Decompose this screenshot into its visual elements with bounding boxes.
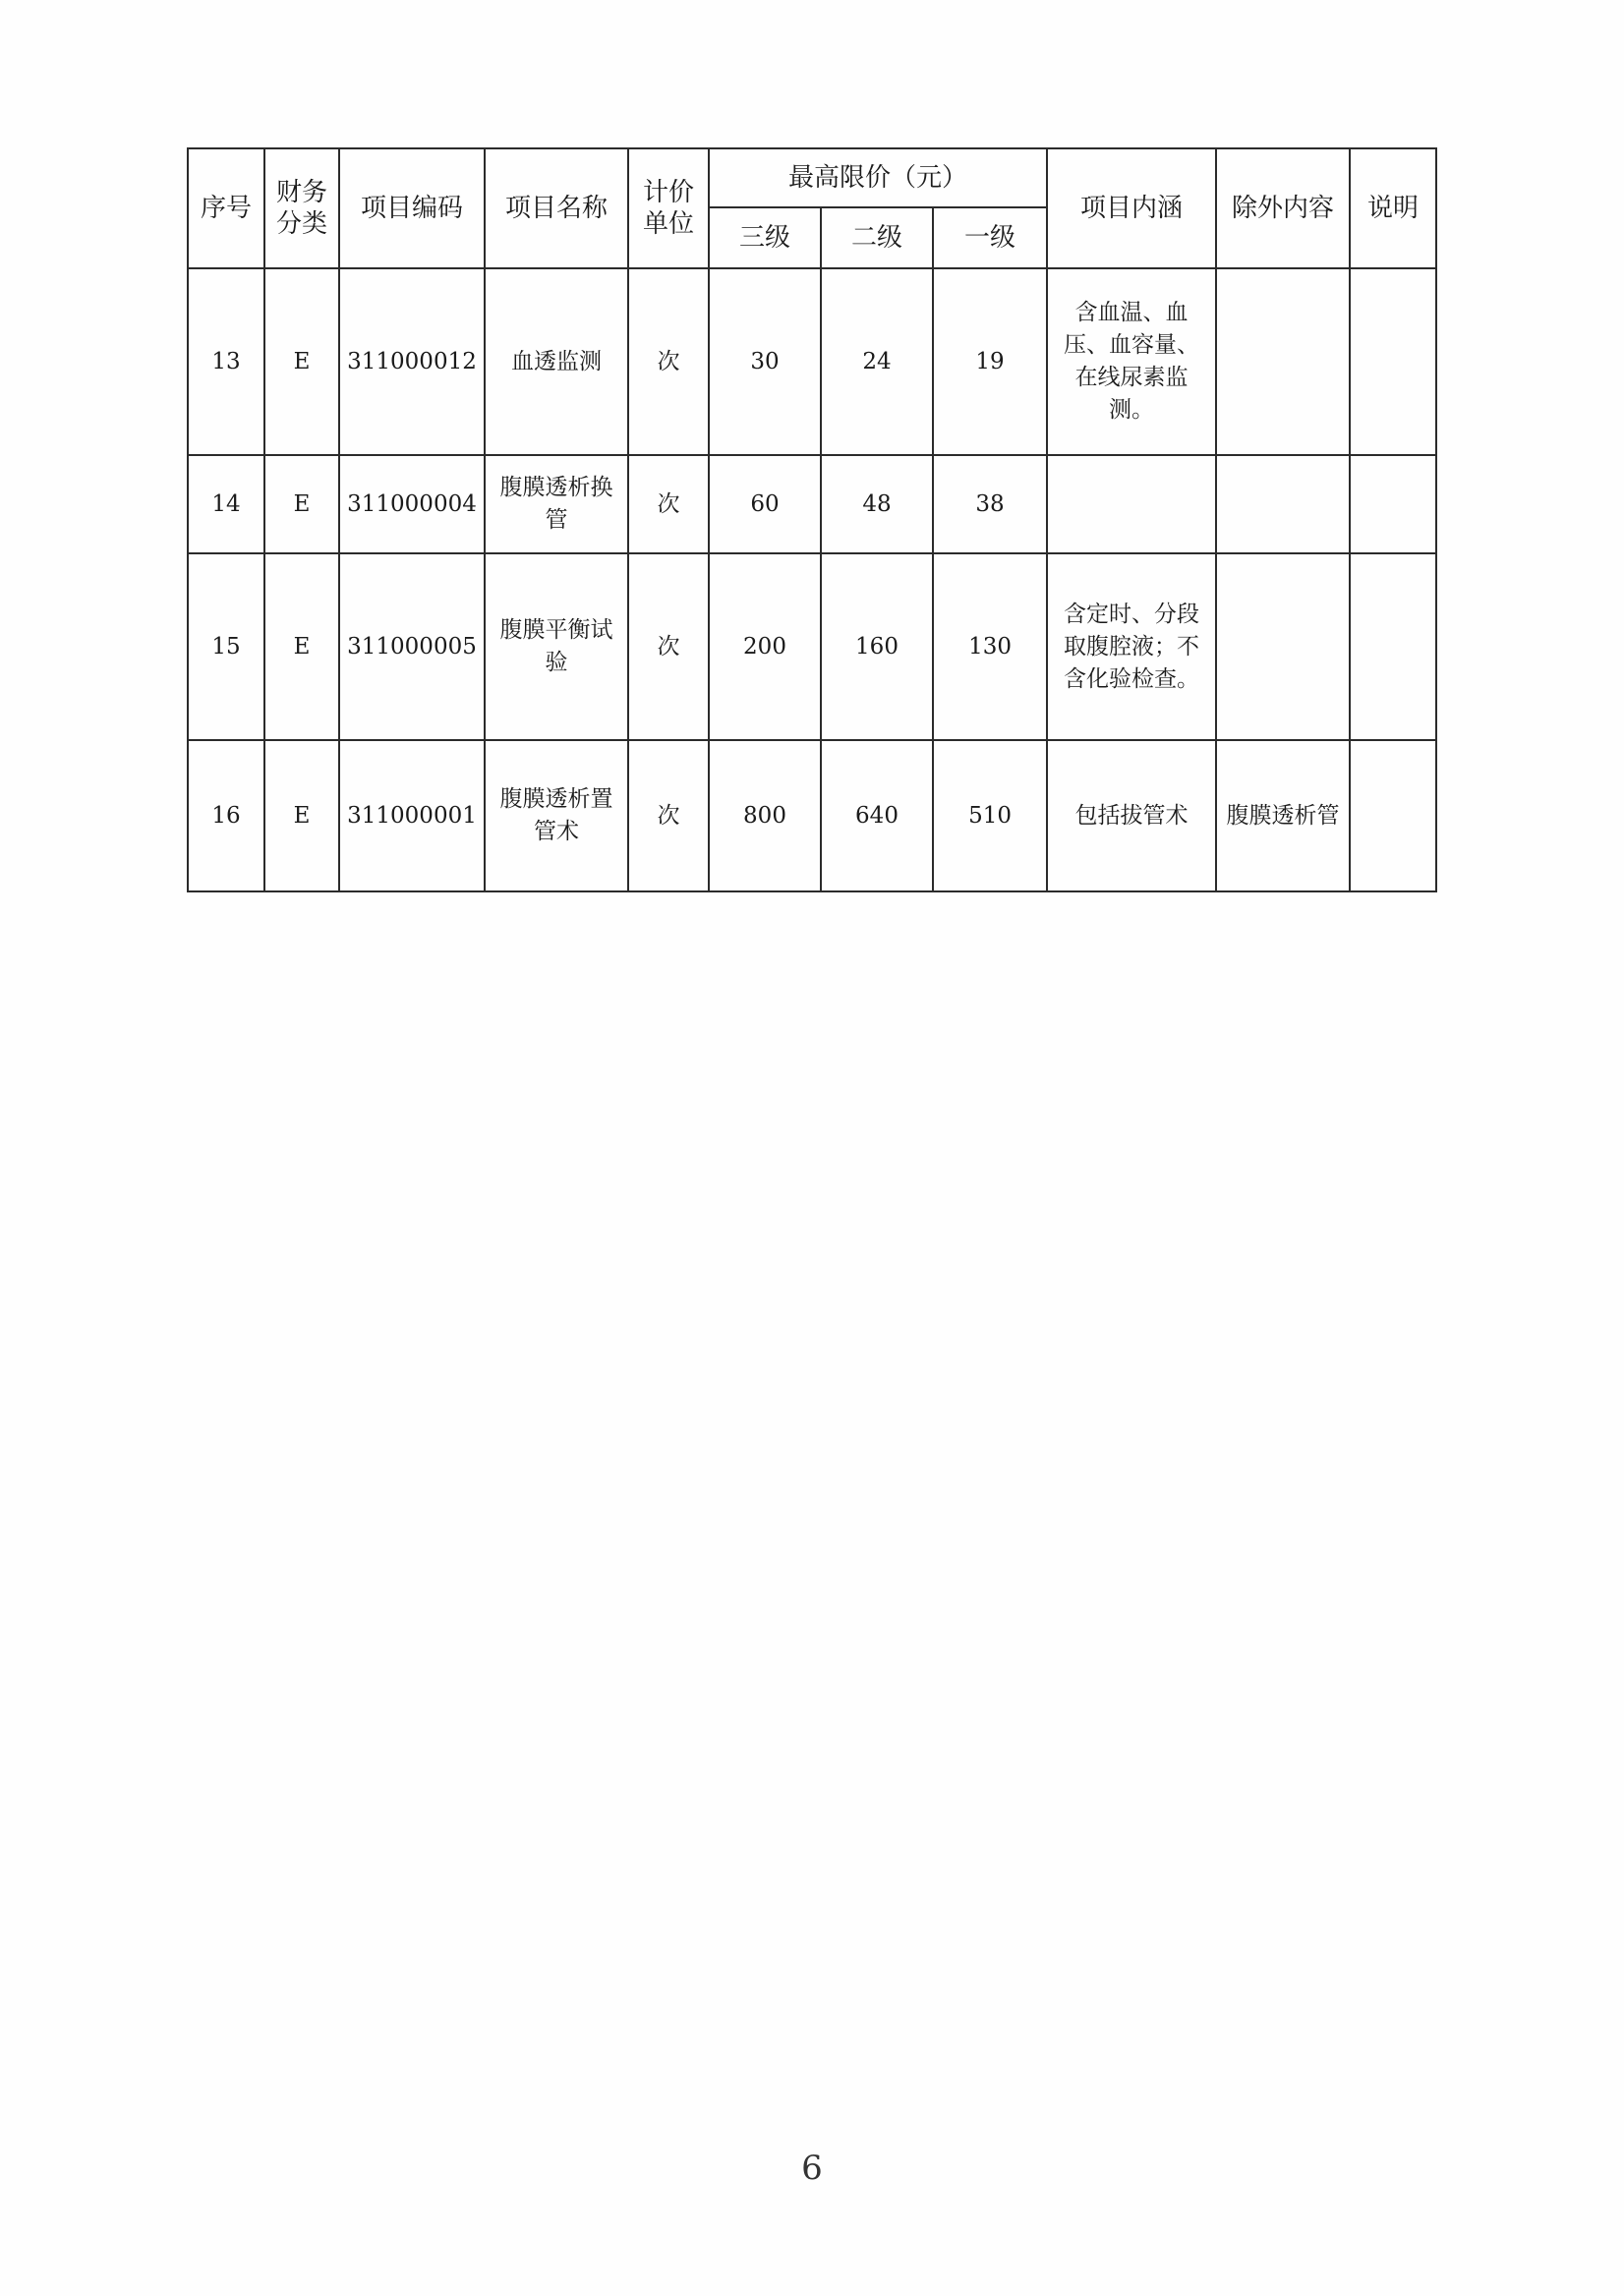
cell-index: 14 — [188, 455, 264, 553]
cell-level2: 640 — [821, 740, 933, 891]
cell-code: 311000001 — [339, 740, 485, 891]
header-level2: 二级 — [821, 207, 933, 268]
fee-table — [187, 147, 1437, 892]
cell-content: 包括拔管术 — [1047, 740, 1216, 891]
cell-name: 腹膜平衡试验 — [485, 553, 628, 740]
cell-unit: 次 — [628, 455, 709, 553]
cell-code: 311000012 — [339, 268, 485, 455]
cell-content: 含定时、分段取腹腔液；不含化验检查。 — [1047, 553, 1216, 740]
cell-level3: 200 — [709, 553, 821, 740]
table-row — [188, 455, 1436, 553]
cell-code: 311000005 — [339, 553, 485, 740]
cell-category: E — [264, 455, 339, 553]
cell-note — [1350, 553, 1436, 740]
cell-excluded — [1216, 268, 1350, 455]
cell-note — [1350, 740, 1436, 891]
header-finance-category: 财务分类 — [264, 148, 339, 268]
cell-note — [1350, 268, 1436, 455]
cell-index: 16 — [188, 740, 264, 891]
cell-index: 13 — [188, 268, 264, 455]
table-row — [188, 740, 1436, 891]
cell-level3: 30 — [709, 268, 821, 455]
header-item-code: 项目编码 — [339, 148, 485, 268]
header-content: 项目内涵 — [1047, 148, 1216, 268]
cell-level3: 800 — [709, 740, 821, 891]
cell-content: 含血温、血压、血容量、在线尿素监测。 — [1047, 268, 1216, 455]
cell-level2: 160 — [821, 553, 933, 740]
header-unit: 计价单位 — [628, 148, 709, 268]
cell-excluded — [1216, 455, 1350, 553]
header-level1: 一级 — [933, 207, 1047, 268]
cell-unit: 次 — [628, 553, 709, 740]
cell-content — [1047, 455, 1216, 553]
cell-level1: 19 — [933, 268, 1047, 455]
cell-name: 血透监测 — [485, 268, 628, 455]
cell-category: E — [264, 553, 339, 740]
cell-category: E — [264, 268, 339, 455]
header-level3: 三级 — [709, 207, 821, 268]
cell-level2: 48 — [821, 455, 933, 553]
cell-name: 腹膜透析置管术 — [485, 740, 628, 891]
cell-level1: 130 — [933, 553, 1047, 740]
cell-name: 腹膜透析换管 — [485, 455, 628, 553]
table-row — [188, 268, 1436, 455]
cell-unit: 次 — [628, 268, 709, 455]
cell-excluded — [1216, 553, 1350, 740]
header-item-name: 项目名称 — [485, 148, 628, 268]
cell-index: 15 — [188, 553, 264, 740]
cell-level1: 38 — [933, 455, 1047, 553]
cell-category: E — [264, 740, 339, 891]
table-row — [188, 553, 1436, 740]
header-note: 说明 — [1350, 148, 1436, 268]
header-index: 序号 — [188, 148, 264, 268]
header-max-price: 最高限价（元） — [709, 148, 1047, 207]
cell-code: 311000004 — [339, 455, 485, 553]
cell-excluded: 腹膜透析管 — [1216, 740, 1350, 891]
cell-level3: 60 — [709, 455, 821, 553]
cell-level1: 510 — [933, 740, 1047, 891]
header-row-top — [188, 148, 1436, 207]
page-number: 6 — [801, 2149, 823, 2188]
cell-note — [1350, 455, 1436, 553]
cell-level2: 24 — [821, 268, 933, 455]
cell-unit: 次 — [628, 740, 709, 891]
header-excluded: 除外内容 — [1216, 148, 1350, 268]
